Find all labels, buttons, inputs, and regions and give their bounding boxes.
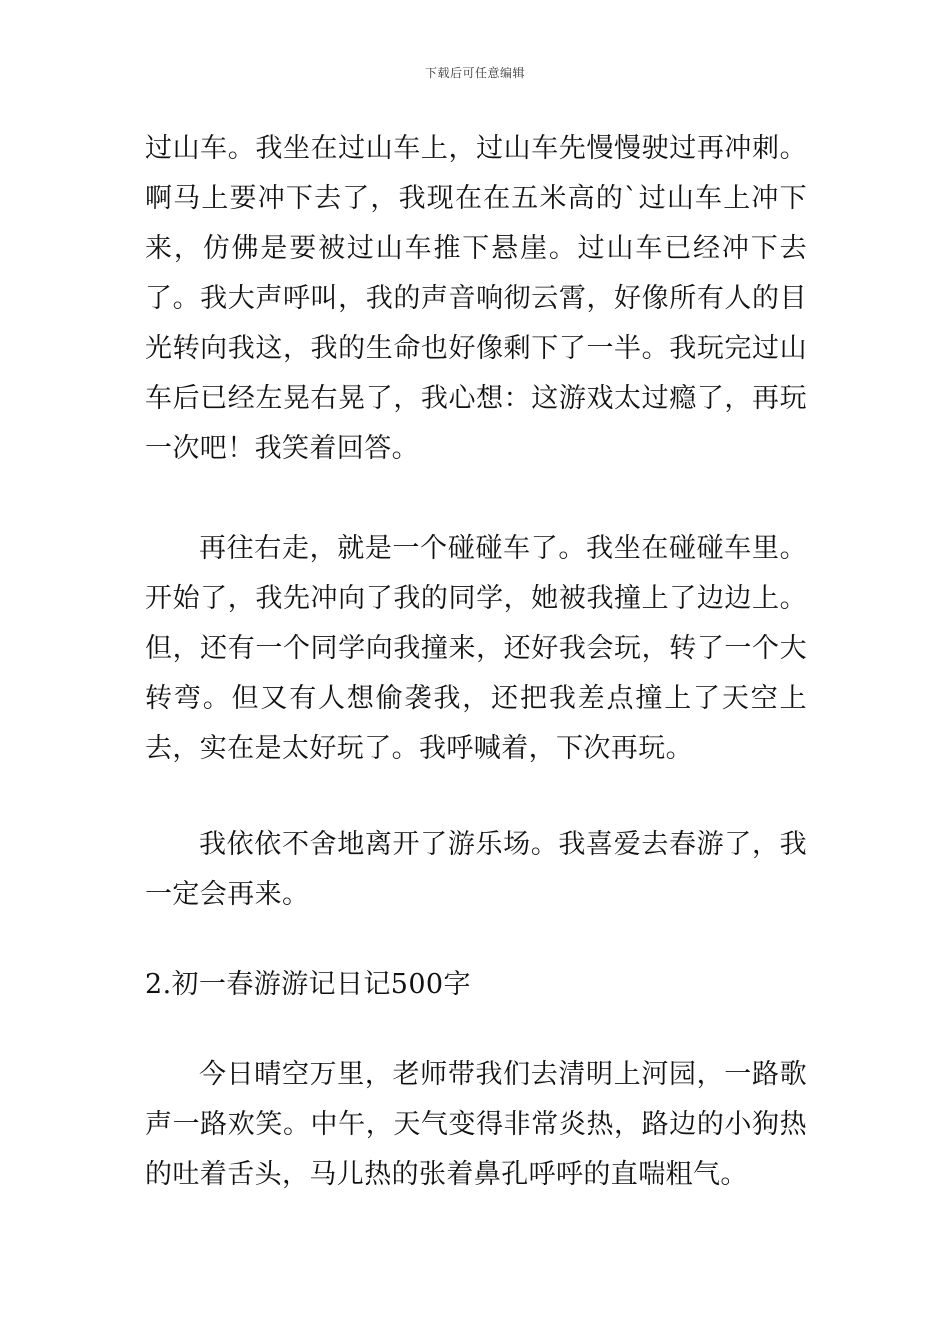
document-body (145, 124, 807, 1200)
paragraph-leaving-park: 我依依不舍地离开了游乐场。我喜爱去春游了，我一定会再来。 (145, 829, 807, 910)
paragraph-sunny-day: 今日晴空万里，老师带我们去清明上河园，一路歌声一路欢笑。中午，天气变得非常炎热，路边的小狗热的吐着舌头，马儿热的张着鼻孔呼呼的直喘粗气。 (145, 1059, 807, 1190)
paragraph-roller-coaster: 过山车。我坐在过山车上，过山车先慢慢驶过再冲刺。啊马上要冲下去了，我现在在五米高的`过山车上冲下来，仿佛是要被过山车推下悬崖。过山车已经冲下去了。我大声呼叫，我的声音响彻云霄，好像所有人的目光转向我这，我的生命也好像剩下了一半。我玩完过山车后已经左晃右晃了，我心想：这游戏太过瘾了，再玩一次吧！我笑着回答。 (145, 133, 807, 464)
paragraph-spacer (145, 474, 807, 524)
paragraph-bumper-cars: 再往右走，就是一个碰碰车了。我坐在碰碰车里。开始了，我先冲向了我的同学，她被我撞上了边边上。但，还有一个同学向我撞来，还好我会玩，转了一个大转弯。但又有人想偷袭我，还把我差点撞上了天空上去，实在是太好玩了。我呼喊着，下次再玩。 (145, 533, 807, 764)
paragraph-spacer (145, 920, 807, 960)
paragraph-spacer (145, 1010, 807, 1050)
page-header: 下载后可任意编辑 (424, 66, 525, 80)
paragraph-spacer (145, 774, 807, 820)
section-heading: 2.初一春游游记日记500字 (145, 969, 471, 1000)
